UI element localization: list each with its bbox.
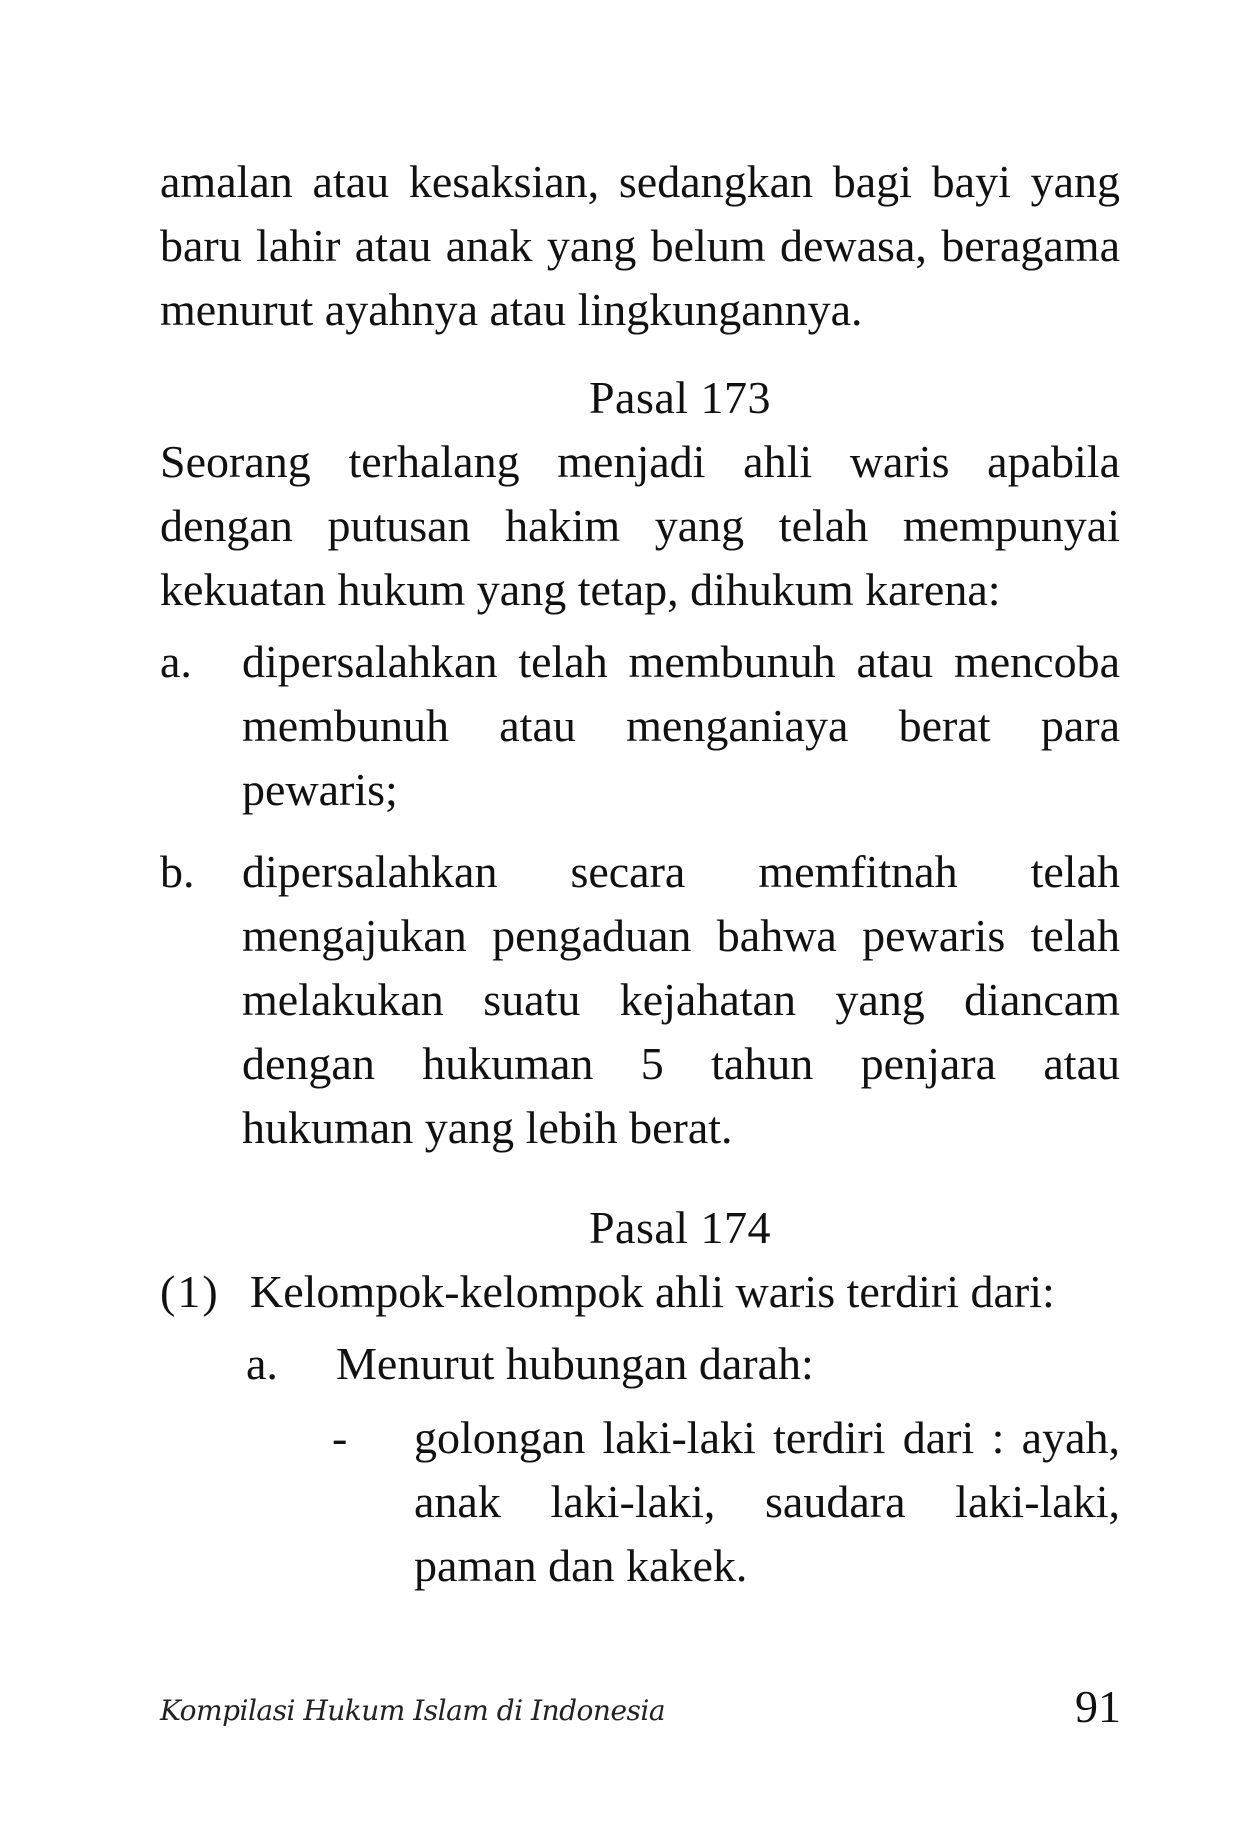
list-item-text: dipersalahkan telah membunuh atau mencoba membunuh atau menganiaya berat para pewaris; <box>242 636 1120 815</box>
list-item-text: Menurut hubungan darah: <box>336 1338 814 1389</box>
list-marker: b. <box>160 846 195 897</box>
list-marker: a. <box>160 636 192 687</box>
list-marker: a. <box>246 1338 278 1389</box>
page-footer <box>160 1680 1121 1750</box>
book-title: Kompilasi Hukum Islam di Indonesia <box>160 1694 666 1727</box>
pasal-173-item-a <box>160 630 1120 822</box>
list-marker: (1) <box>160 1266 220 1317</box>
pasal-173-body: Seorang terhalang menjadi ahli waris apabila dengan putusan hakim yang telah mempunyai kekuatan hukum yang tetap, dihukum karena: <box>160 436 1120 615</box>
pasal-174-heading: Pasal 174 <box>588 1202 772 1253</box>
pasal-174-dash-item <box>160 1406 1120 1598</box>
pasal-174-item-1 <box>160 1260 1120 1324</box>
list-item-text: Kelompok-kelompok ahli waris terdiri dari: <box>250 1266 1055 1317</box>
list-item-text: golongan laki-laki terdiri dari : ayah, anak laki-laki, saudara laki-laki, paman dan kakek. <box>414 1412 1120 1591</box>
list-item-text: dipersalahkan secara memfitnah telah mengajukan pengaduan bahwa pewaris telah melakukan suatu kejahatan yang diancam dengan hukuman 5 tahun penjara atau hukuman yang lebih berat. <box>242 846 1120 1153</box>
pasal-174-sub-item-a <box>160 1332 1120 1396</box>
page-number: 91 <box>1075 1681 1121 1732</box>
pasal-173-item-b <box>160 840 1120 1160</box>
list-marker: - <box>332 1412 348 1463</box>
page-body <box>160 150 1120 1598</box>
pasal-173-heading: Pasal 173 <box>588 372 772 423</box>
intro-paragraph: amalan atau kesaksian, sedangkan bagi bayi yang baru lahir atau anak yang belum dewasa, beragama menurut ayahnya atau lingkungannya. <box>160 156 1120 335</box>
